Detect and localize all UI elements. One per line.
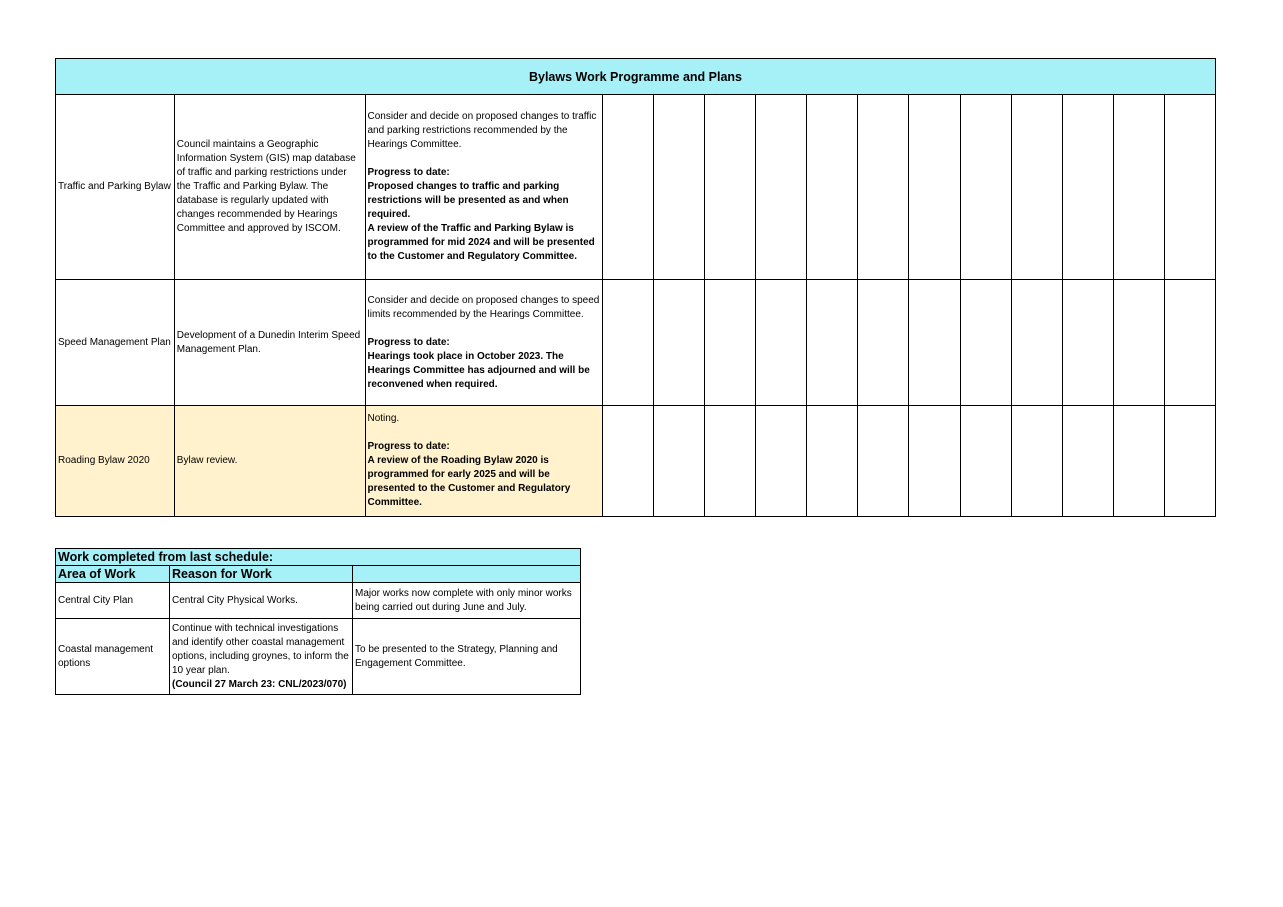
column-header-reason: Reason for Work [170, 566, 353, 583]
schedule-cell [807, 406, 858, 517]
table-row [56, 280, 1216, 406]
schedule-cell [1062, 95, 1113, 280]
table-row [56, 583, 581, 619]
schedule-cell [909, 95, 960, 280]
row-action: Consider and decide on proposed changes to traffic and parking restrictions recommended by the Hearings Committee. [367, 111, 597, 150]
schedule-cell [960, 95, 1011, 280]
schedule-cell [603, 95, 654, 280]
completed-reason-cell [170, 619, 353, 695]
row-name: Speed Management Plan [56, 280, 175, 406]
schedule-cell [603, 280, 654, 406]
schedule-cell [858, 406, 909, 517]
schedule-cell [909, 280, 960, 406]
schedule-cell [1164, 280, 1215, 406]
progress-text: Proposed changes to traffic and parking restrictions will be presented as and when required. [367, 181, 569, 220]
schedule-cell [1011, 280, 1062, 406]
schedule-cell [858, 280, 909, 406]
schedule-cell [1011, 95, 1062, 280]
row-action-cell [365, 280, 603, 406]
schedule-cell [654, 280, 705, 406]
schedule-cell [1113, 280, 1164, 406]
work-completed-heading: Work completed from last schedule: [56, 549, 581, 566]
schedule-cell [1011, 406, 1062, 517]
column-header-area: Area of Work [56, 566, 170, 583]
row-action: Consider and decide on proposed changes to speed limits recommended by the Hearings Committee. [367, 294, 600, 320]
schedule-cell [756, 406, 807, 517]
work-completed-table [55, 548, 581, 695]
schedule-cell [858, 95, 909, 280]
row-action-cell [365, 95, 603, 280]
schedule-cell [960, 280, 1011, 406]
schedule-cell [705, 406, 756, 517]
row-description: Bylaw review. [174, 406, 365, 517]
schedule-cell [705, 95, 756, 280]
completed-area: Coastal management options [56, 619, 170, 695]
completed-status: Major works now complete with only minor works being carried out during June and July. [353, 583, 581, 619]
table-row [56, 406, 1216, 517]
bylaws-work-programme-table [55, 58, 1216, 517]
completed-reason: Central City Physical Works. [170, 583, 353, 619]
row-name: Traffic and Parking Bylaw [56, 95, 175, 280]
schedule-cell [756, 280, 807, 406]
row-description: Development of a Dunedin Interim Speed Management Plan. [174, 280, 365, 406]
schedule-cell [654, 406, 705, 517]
progress-text: A review of the Traffic and Parking Bylaw is programmed for mid 2024 and will be presented to the Customer and Regulatory Committee. [367, 223, 595, 262]
schedule-cell [1113, 95, 1164, 280]
progress-label: Progress to date: [367, 336, 450, 348]
progress-label: Progress to date: [367, 441, 450, 452]
column-header-blank [353, 566, 581, 583]
row-description: Council maintains a Geographic Information System (GIS) map database of traffic and parking restrictions under the Traffic and Parking Bylaw. The database is regularly updated with changes recommended by Hearings Committee and approved by ISCOM. [174, 95, 365, 280]
schedule-cell [960, 406, 1011, 517]
progress-label: Progress to date: [367, 167, 450, 178]
row-name: Roading Bylaw 2020 [56, 406, 175, 517]
schedule-cell [1062, 406, 1113, 517]
table-title: Bylaws Work Programme and Plans [56, 59, 1216, 95]
schedule-cell [1062, 280, 1113, 406]
schedule-cell [705, 280, 756, 406]
schedule-cell [807, 280, 858, 406]
row-action: Noting. [367, 413, 400, 424]
schedule-cell [1164, 406, 1215, 517]
completed-reason: Continue with technical investigations and identify other coastal management options, including groynes, to inform the 10 year plan. [172, 622, 349, 676]
progress-text: Hearings took place in October 2023. The Hearings Committee has adjourned and will be reconvened when required. [367, 350, 590, 390]
schedule-cell [654, 95, 705, 280]
completed-area: Central City Plan [56, 583, 170, 619]
schedule-cell [756, 95, 807, 280]
progress-text: A review of the Roading Bylaw 2020 is programmed for early 2025 and will be presented to the Customer and Regulatory Committee. [367, 455, 571, 508]
table-row [56, 619, 581, 695]
completed-status: To be presented to the Strategy, Planning and Engagement Committee. [353, 619, 581, 695]
schedule-cell [603, 406, 654, 517]
council-reference: (Council 27 March 23: CNL/2023/070) [172, 678, 347, 690]
schedule-cell [1164, 95, 1215, 280]
schedule-cell [909, 406, 960, 517]
schedule-cell [807, 95, 858, 280]
schedule-cell [1113, 406, 1164, 517]
table-row [56, 95, 1216, 280]
row-action-cell [365, 406, 603, 517]
